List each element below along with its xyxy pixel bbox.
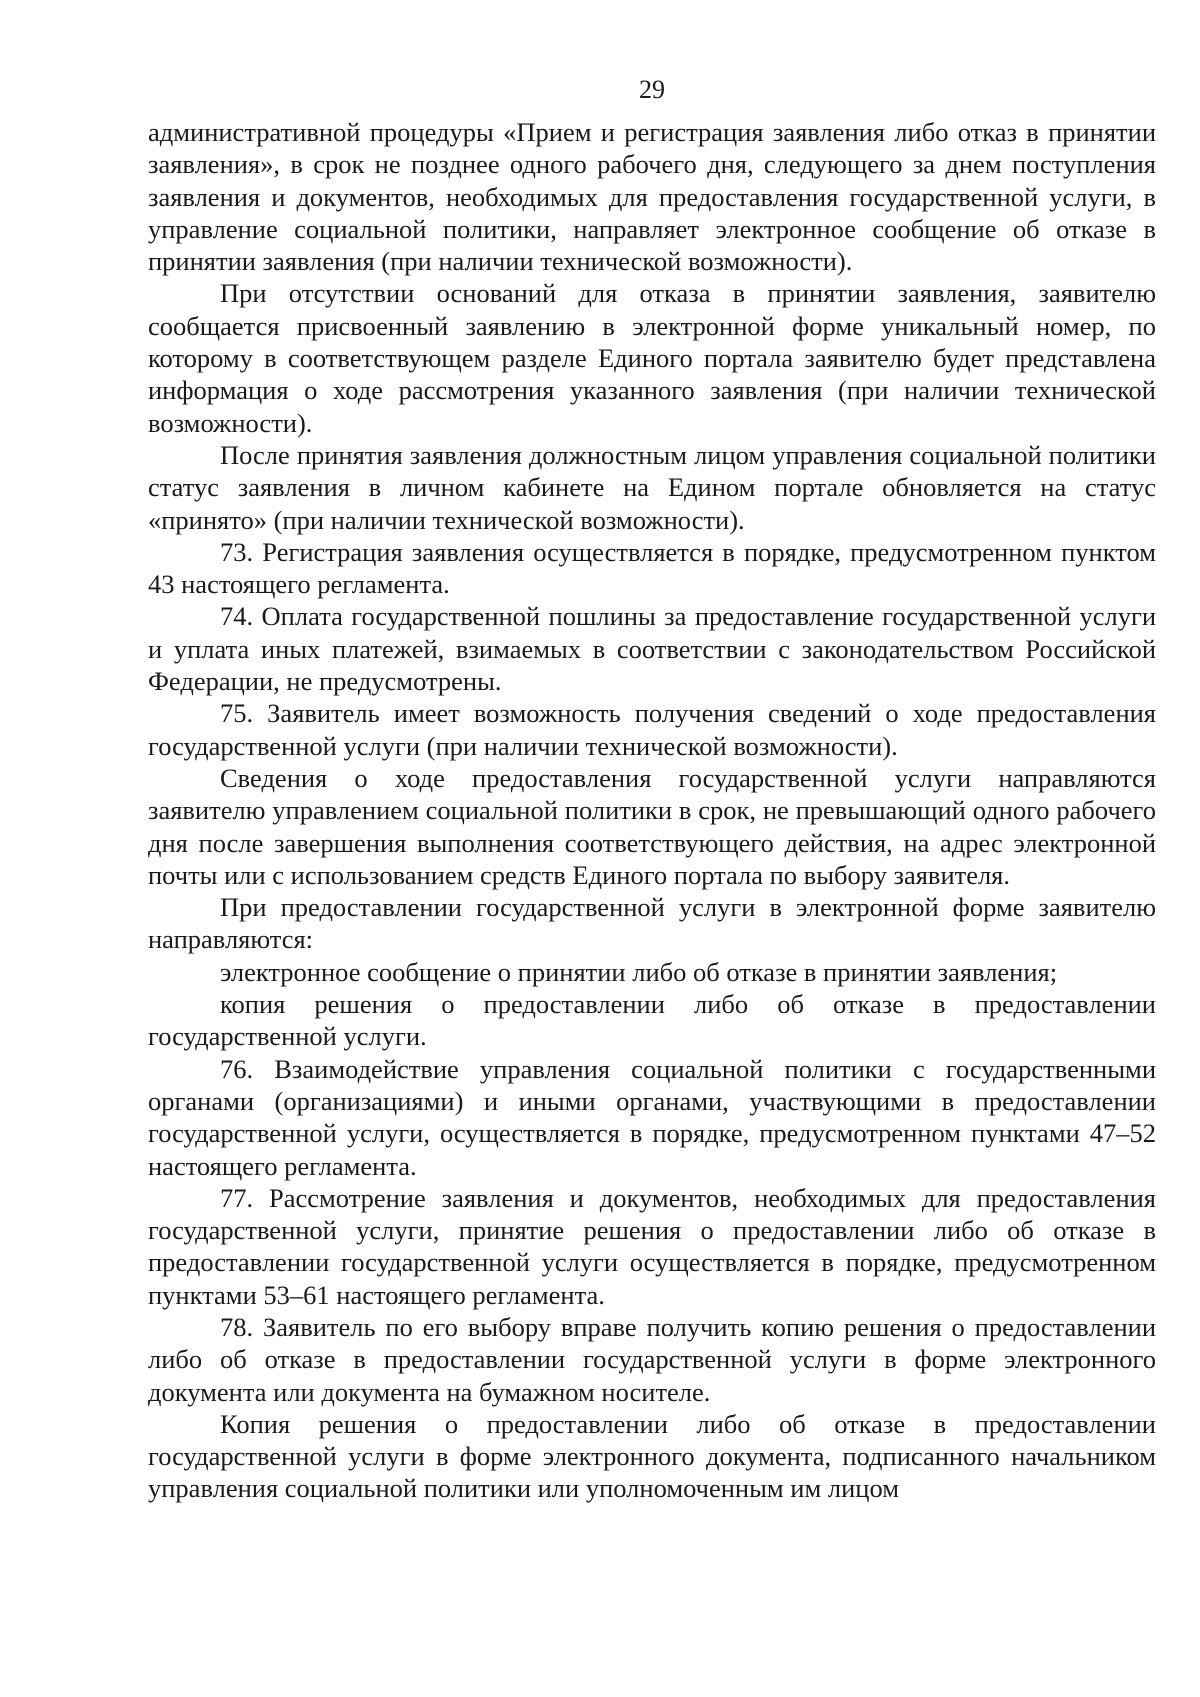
list-item: копия решения о предоставлении либо об отказе в предоставлении государственной услуги. (148, 989, 1156, 1052)
paragraph-item-76: 76. Взаимодействие управления социальной политики с государственными органами (организациями) и иными органами, участвующими в предоставлении государственной услуги, осуществляется в порядке, предусмотренном пунктами 47–52 настоящего регламента. (148, 1053, 1156, 1181)
paragraph-item-77: 77. Рассмотрение заявления и документов, необходимых для предоставления государственной услуги, принятие решения о предоставлении либо об отказе в предоставлении государственной услуги осуществляется в порядке, предусмотренном пунктами 53–61 настоящего регламента. (148, 1182, 1156, 1310)
paragraph-item-74: 74. Оплата государственной пошлины за предоставление государственной услуги и уплата иных платежей, взимаемых в соответствии с законодательством Российской Федерации, не предусмотрены. (148, 601, 1156, 697)
paragraph: Копия решения о предоставлении либо об отказе в предоставлении государственной услуги в форме электронного документа, подписанного начальником управления социальной политики или уполномоченным им лицом (148, 1408, 1156, 1504)
paragraph: При предоставлении государственной услуги в электронной форме заявителю направляются: (148, 892, 1156, 955)
page-number: 29 (639, 75, 665, 104)
paragraph: После принятия заявления должностным лицом управления социальной политики статус заявления в личном кабинете на Едином портале обновляется на статус «принято» (при наличии технической возможности). (148, 439, 1156, 535)
paragraph: Сведения о ходе предоставления государственной услуги направляются заявителю управлением социальной политики в срок, не превышающий одного рабочего дня после завершения выполнения соответствующего действия, на адрес электронной почты или с использованием средств Единого портала по выбору заявителя. (148, 762, 1156, 890)
paragraph-continuation: административной процедуры «Прием и регистрация заявления либо отказ в принятии заявления», в срок не позднее одного рабочего дня, следующего за днем поступления заявления и документов, необходимых для предоставления государственной услуги, в управление социальной политики, направляет электронное сообщение об отказе в принятии заявления (при наличии технической возможности). (148, 117, 1156, 277)
paragraph-item-78: 78. Заявитель по его выбору вправе получить копию решения о предоставлении либо об отказе в предоставлении государственной услуги в форме электронного документа или документа на бумажном носителе. (148, 1311, 1156, 1407)
document-body (148, 116, 1156, 1505)
document-page (148, 72, 1156, 1505)
list-item: электронное сообщение о принятии либо об отказе в принятии заявления; (220, 956, 1058, 987)
paragraph: При отсутствии оснований для отказа в принятии заявления, заявителю сообщается присвоенный заявлению в электронной форме уникальный номер, по которому в соответствующем разделе Единого портала заявителю будет представлена информация о ходе рассмотрения указанного заявления (при наличии технической возможности). (148, 278, 1156, 438)
paragraph-item-73: 73. Регистрация заявления осуществляется в порядке, предусмотренном пунктом 43 настоящего регламента. (148, 536, 1156, 600)
paragraph-item-75: 75. Заявитель имеет возможность получения сведений о ходе предоставления государственной услуги (при наличии технической возможности). (148, 698, 1156, 761)
